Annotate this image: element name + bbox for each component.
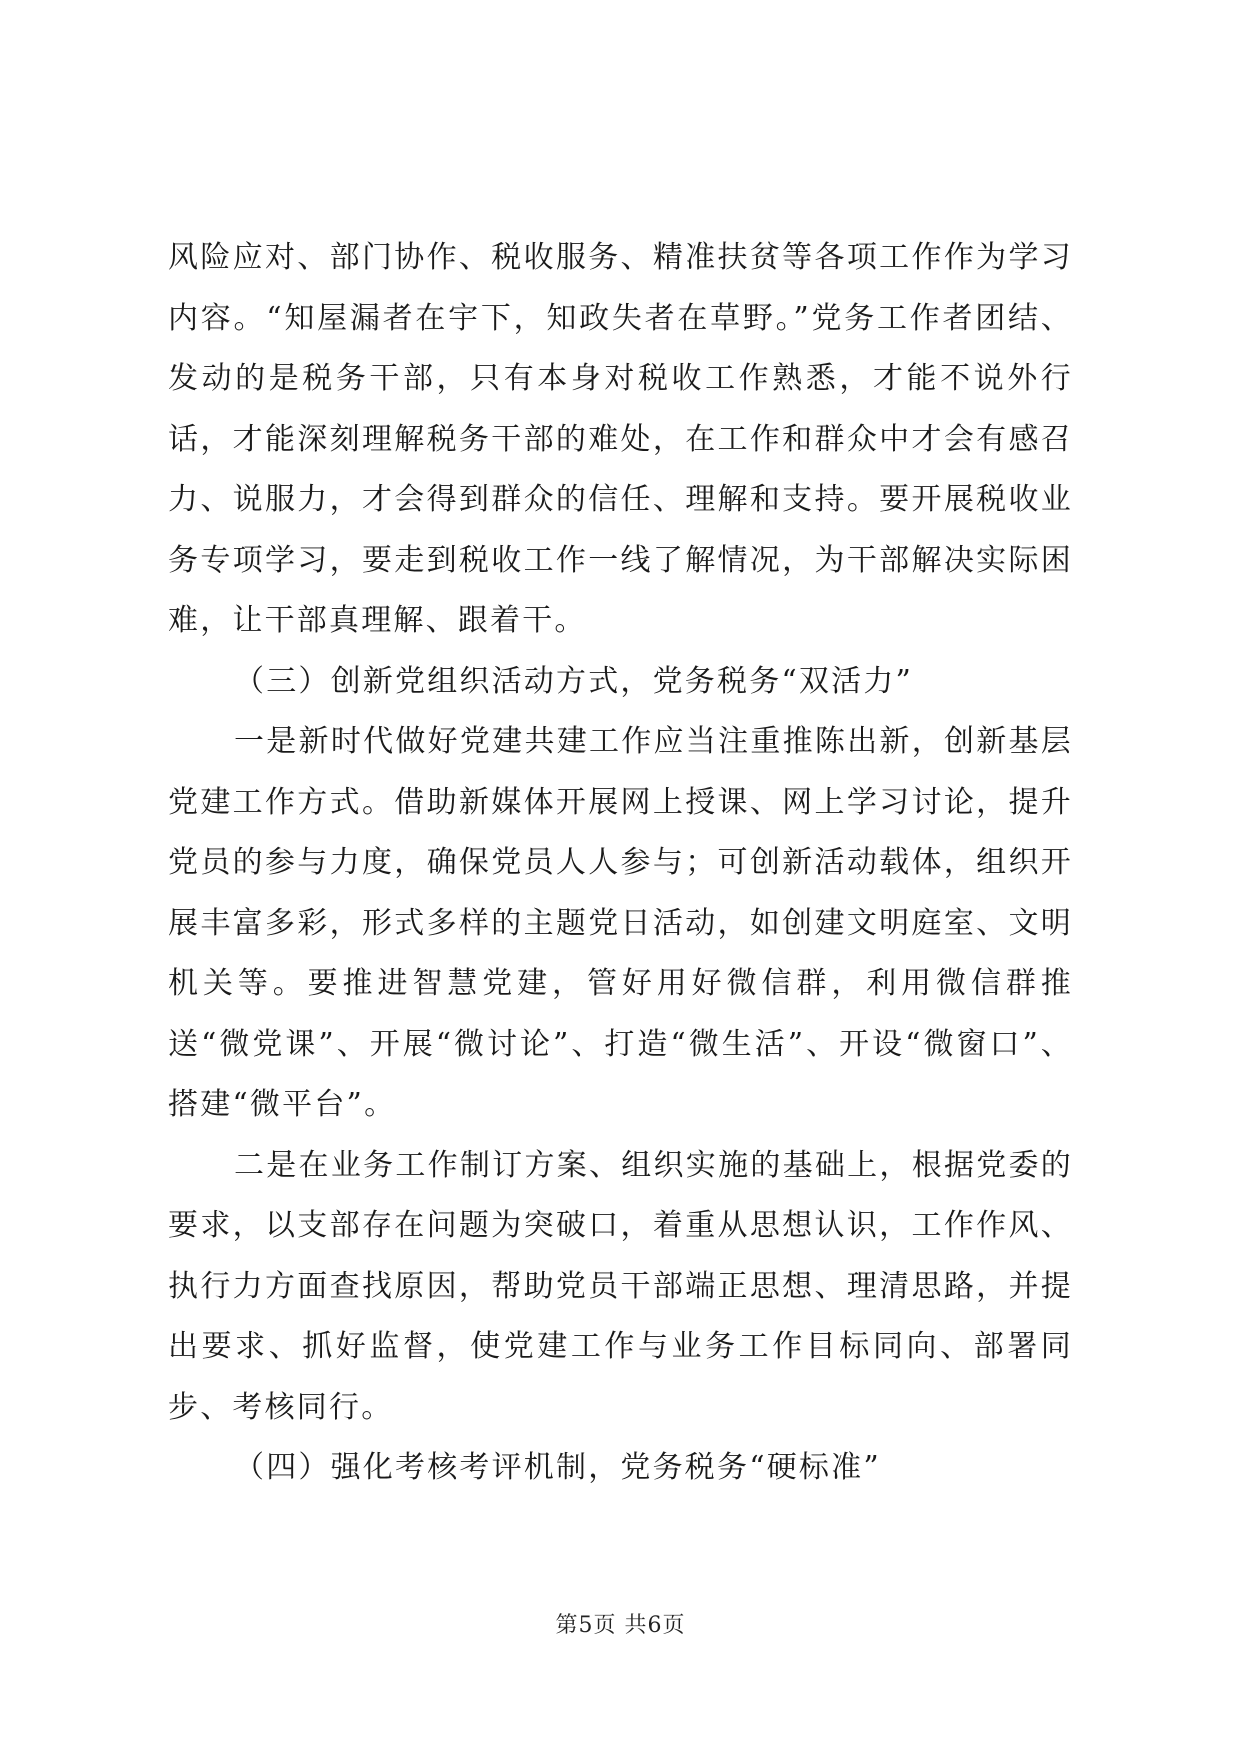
section-heading-4: （四）强化考核考评机制，党务税务“硬标准” — [234, 1450, 881, 1485]
paragraph-continued: 风险应对、部门协作、税收服务、精准扶贫等各项工作作为学习内容。“知屋漏者在宇下，知政失者在草野。”党务工作者团结、发动的是税务干部，只有本身对税收工作熟悉，才能不说外行话，才能深刻理解税务干部的难处，在工作和群众中才会有感召力、说服力，才会得到群众的信任、理解和支持。要开展税收业务专项学习，要走到税收工作一线了解情况，为干部解决实际困难，让干部真理解、跟着干。 — [168, 240, 1073, 638]
document-body — [168, 228, 1073, 1499]
page-number-footer: 第5页 共6页 — [555, 1613, 686, 1638]
paragraph-point-one: 一是新时代做好党建共建工作应当注重推陈出新，创新基层党建工作方式。借助新媒体开展网上授课、网上学习讨论，提升党员的参与力度，确保党员人人参与；可创新活动载体，组织开展丰富多彩，形式多样的主题党日活动，如创建文明庭室、文明机关等。要推进智慧党建，管好用好微信群，利用微信群推送“微党课”、开展“微讨论”、打造“微生活”、开设“微窗口”、搭建“微平台”。 — [168, 724, 1073, 1122]
paragraph-point-two: 二是在业务工作制订方案、组织实施的基础上，根据党委的要求，以支部存在问题为突破口，着重从思想认识，工作作风、执行力方面查找原因，帮助党员干部端正思想、理清思路，并提出要求、抓好监督，使党建工作与业务工作目标同向、部署同步、考核同行。 — [168, 1147, 1073, 1425]
section-heading-3: （三）创新党组织活动方式，党务税务“双活力” — [234, 663, 914, 699]
